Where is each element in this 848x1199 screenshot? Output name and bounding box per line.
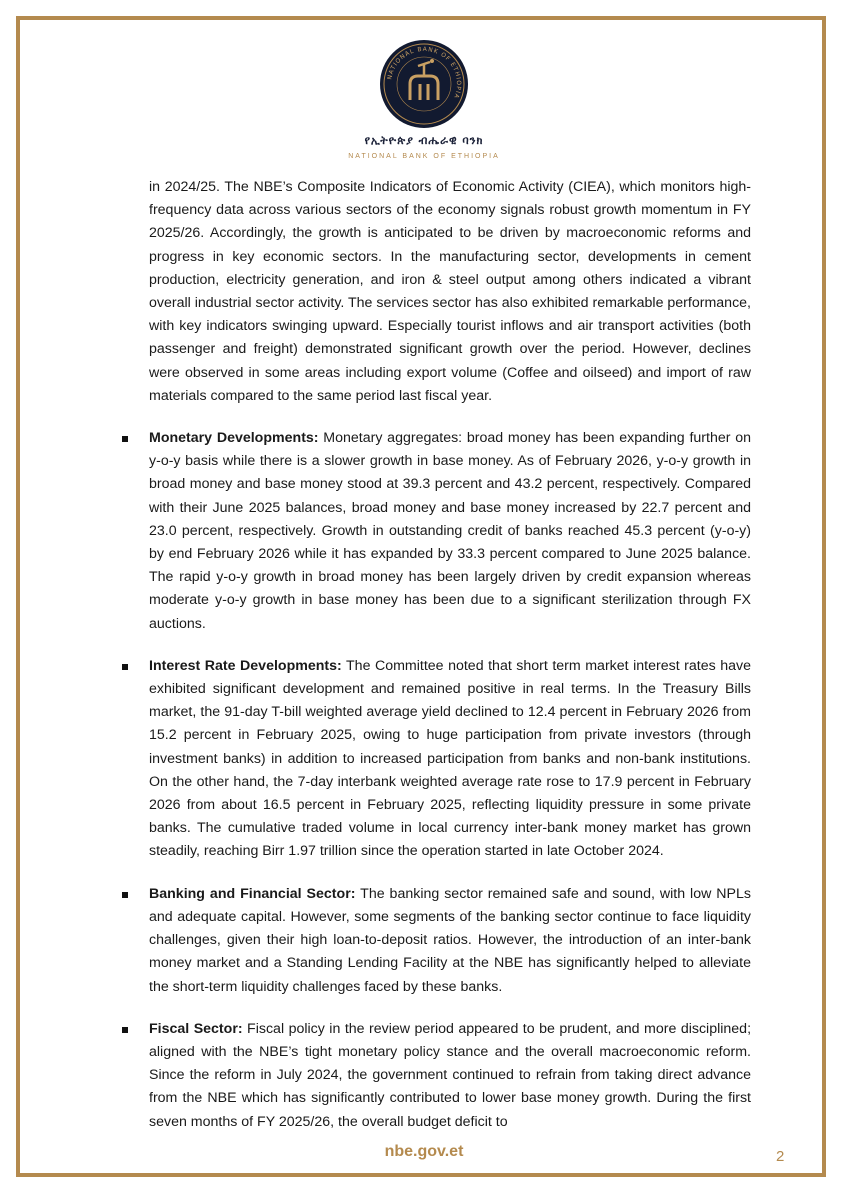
section-title: Fiscal Sector: — [149, 1020, 243, 1037]
section-fiscal-sector — [149, 1018, 751, 1134]
logo-emblem-icon — [380, 40, 468, 128]
bank-name-english: NATIONAL BANK OF ETHIOPIA — [348, 153, 500, 160]
page-number: 2 — [776, 1148, 785, 1165]
logo-ring-text: NATIONAL BANK OF ETHIOPIA — [386, 45, 463, 100]
section-paragraph — [149, 1018, 751, 1134]
section-interest-rate-developments — [149, 655, 751, 864]
bank-name-amharic: የኢትዮጵያ ብሔራዊ ባንክ — [364, 134, 484, 147]
nbe-logo — [380, 40, 468, 128]
section-title: Monetary Developments: — [149, 430, 319, 447]
section-text: Monetary aggregates: broad money has been expanding further on y-o-y basis while there is a slower growth in base money. As of February 2026, y-o-y growth in broad money and base money stood at 39.3 percent and 43.2 percent, respectively. Compared with their June 2025 balances, broad money and base money increased by 22.7 percent and 23.0 percent, respectively. Growth in outstanding credit of banks reached 45.3 percent (y-o-y) by end February 2026 while it has expanded by 33.3 percent compared to June 2025 balance. The rapid y-o-y growth in broad money has been largely driven by credit expansion whereas moderate y-o-y growth in base money has been due to a significant sterilization through FX auctions. — [149, 430, 751, 632]
intro-paragraph: in 2024/25. The NBE’s Composite Indicators of Economic Activity (CIEA), which monitors high-frequency data across various sectors of the economy signals robust growth momentum in FY 2025/26. Accordingly, the growth is anticipated to be driven by macroeconomic reforms and progress in key economic sectors. In the manufacturing sector, developments in cement production, electricity generation, and iron & steel output among others indicated a vibrant overall industrial sector activity. The services sector has also exhibited remarkable performance, with key indicators swinging upward. Especially tourist inflows and air transport activities (both passenger and freight) demonstrated significant growth over the period. However, declines were observed in some areas including export volume (Coffee and oilseed) and import of raw materials compared to the same period last fiscal year. — [149, 179, 751, 404]
section-title: Interest Rate Developments: — [149, 657, 342, 674]
document-body — [149, 176, 751, 1153]
bullet-square-icon — [122, 1027, 128, 1033]
section-paragraph — [149, 883, 751, 999]
section-paragraph — [149, 655, 751, 864]
section-text: The Committee noted that short term market interest rates have exhibited significant development and remained positive in real terms. In the Treasury Bills market, the 91-day T-bill weighted average yield declined to 12.4 percent in February 2026 from 15.2 percent in February 2025, owing to huge participation from private investors (through investment banks) in addition to increased participation from banks and non-bank institutions. On the other hand, the 7-day interbank weighted average rate rose to 17.9 percent in February 2026 from about 16.5 percent in February 2025, reflecting liquidity pressure in some private banks. The cumulative traded volume in local currency inter-bank money market has grown steadily, reaching Birr 1.97 trillion since the operation started in late October 2024. — [149, 657, 751, 860]
section-text: Fiscal policy in the review period appeared to be prudent, and more disciplined; aligned with the NBE’s tight monetary policy stance and the overall macroeconomic reform. Since the reform in July 2024, the government continued to refrain from taking direct advance from the NBE which has significantly contributed to lower base money growth. During the first seven months of FY 2025/26, the overall budget deficit to — [149, 1020, 752, 1130]
section-banking-financial-sector — [149, 883, 751, 999]
logo-seal — [380, 40, 468, 128]
bullet-square-icon — [122, 664, 128, 670]
footer-website-link[interactable]: nbe.gov.et — [384, 1143, 464, 1160]
section-monetary-developments — [149, 427, 751, 636]
section-text: The banking sector remained safe and sound, with low NPLs and adequate capital. However, some segments of the banking sector continue to face liquidity challenges, given their high loan-to-deposit ratios. However, the introduction of an inter-bank money market and a Standing Lending Facility at the NBE has significantly helped to alleviate the short-term liquidity challenges faced by these banks. — [149, 885, 751, 995]
section-title: Banking and Financial Sector: — [149, 885, 356, 902]
bullet-square-icon — [122, 892, 128, 898]
bullet-square-icon — [122, 436, 128, 442]
section-paragraph — [149, 427, 751, 636]
